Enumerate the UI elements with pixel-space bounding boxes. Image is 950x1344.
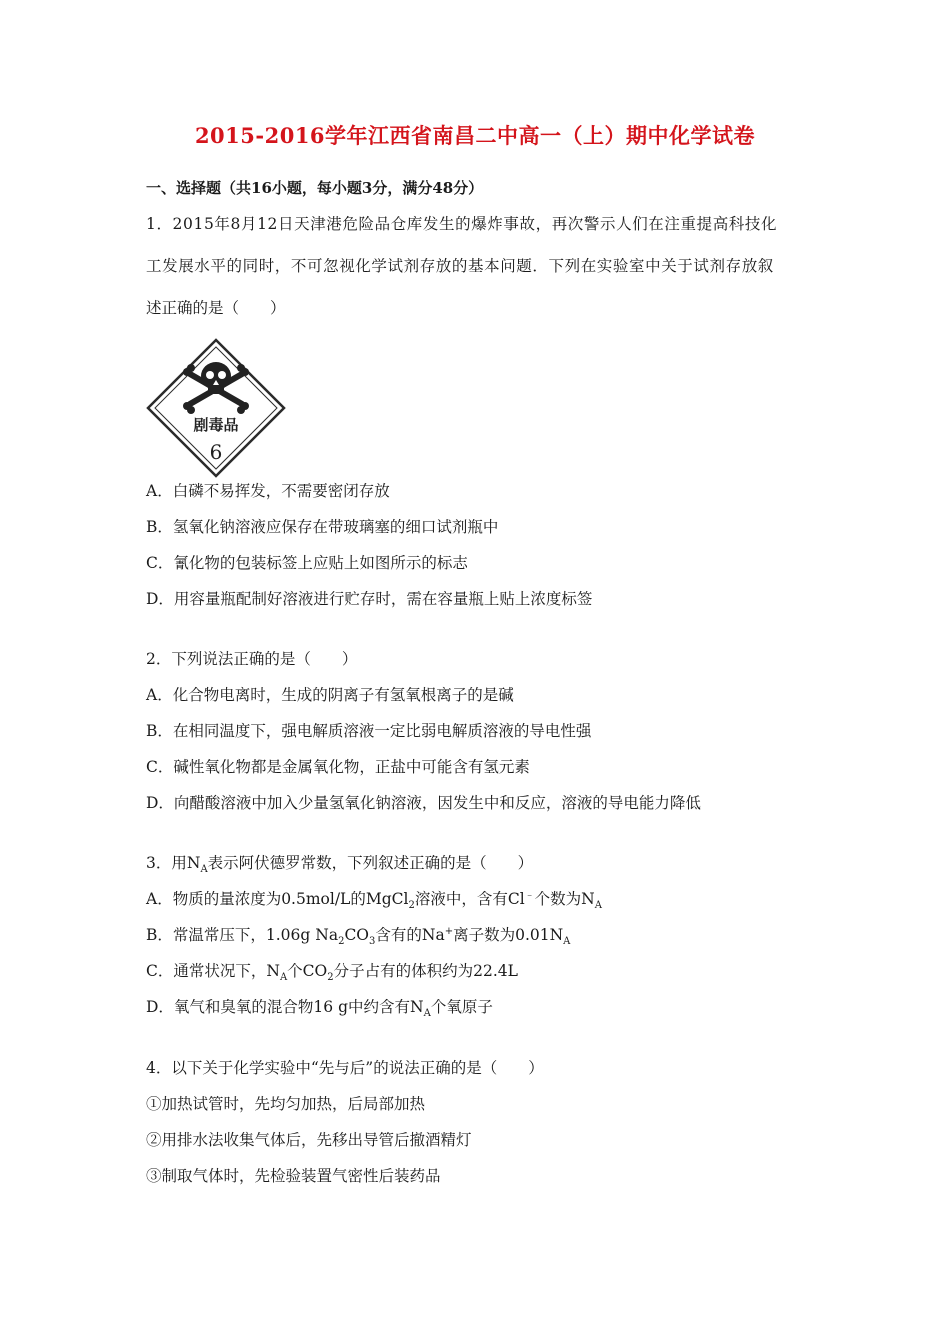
q1-stem-line-1: 1．2015年8月12日天津港危险品仓库发生的爆炸事故，再次警示人们在注重提高科技化 [146, 215, 778, 233]
skull-crossbones-icon [146, 338, 286, 478]
q1-option-b: B．氢氧化钠溶液应保存在带玻璃塞的细口试剂瓶中 [146, 518, 499, 536]
section-heading: 一、选择题（共16小题，每小题3分，满分48分） [146, 179, 484, 197]
q3-option-b: B．常温常压下，1.06g $Na_2CO_3$含有的Na+离子数为$0.01N_A$ [146, 925, 571, 948]
q3-option-d: D．氧气和臭氧的混合物16 g中约含有$N_A$个氧原子 [146, 998, 493, 1020]
sign-label: 剧毒品 [193, 416, 239, 434]
q2-option-b: B．在相同温度下，强电解质溶液一定比弱电解质溶液的导电性强 [146, 722, 592, 740]
q2-option-d: D．向醋酸溶液中加入少量氢氧化钠溶液，因发生中和反应，溶液的导电能力降低 [146, 794, 701, 812]
q1-stem-line-3: 述正确的是（ ） [146, 299, 286, 317]
q4-item-2: ②用排水法收集气体后，先移出导管后撤酒精灯 [146, 1131, 472, 1149]
q1-option-a: A．白磷不易挥发，不需要密闭存放 [146, 482, 390, 500]
q4-stem: 4．以下关于化学实验中“先与后”的说法正确的是（ ） [146, 1059, 544, 1077]
q1-stem-line-2: 工发展水平的同时，不可忽视化学试剂存放的基本问题．下列在实验室中关于试剂存放叙 [146, 257, 774, 275]
q3-option-a: A．物质的量浓度为0.5mol/L的MgCl$_2$溶液中，含有Cl﹣个数为$N_A$ [146, 889, 602, 912]
page-title: 2015-2016学年江西省南昌二中高一（上）期中化学试卷 [194, 123, 756, 148]
q2-option-c: C．碱性氧化物都是金属氧化物，正盐中可能含有氢元素 [146, 758, 530, 776]
q3-stem: 3．用$N_A$表示阿伏德罗常数，下列叙述正确的是（ ） [146, 854, 534, 876]
sign-number: 6 [209, 440, 223, 464]
q1-option-d: D．用容量瓶配制好溶液进行贮存时，需在容量瓶上贴上浓度标签 [146, 590, 593, 608]
toxic-hazard-sign [146, 338, 286, 478]
q3-option-c: C．通常状况下，$N_A$个$CO_2$分子占有的体积约为22.4L [146, 962, 518, 984]
q1-option-c: C．氰化物的包装标签上应贴上如图所示的标志 [146, 554, 468, 572]
q4-item-3: ③制取气体时，先检验装置气密性后装药品 [146, 1167, 441, 1185]
q2-option-a: A．化合物电离时，生成的阴离子有氢氧根离子的是碱 [146, 686, 514, 704]
q4-item-1: ①加热试管时，先均匀加热，后局部加热 [146, 1095, 426, 1113]
q2-stem: 2．下列说法正确的是（ ） [146, 650, 358, 668]
